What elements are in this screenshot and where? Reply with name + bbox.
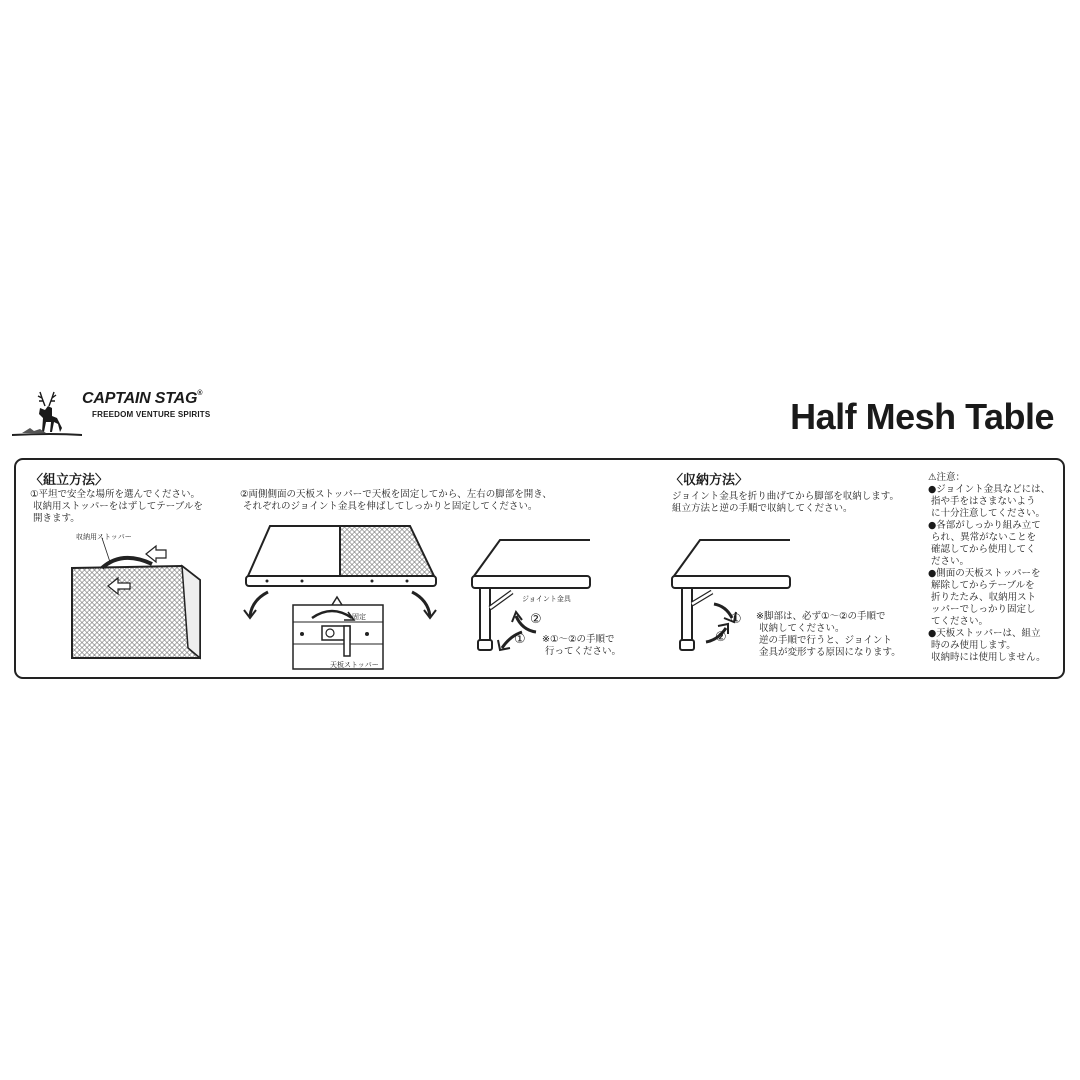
assembly-marker-1: ① [514, 632, 526, 647]
stopper-pointer-icon [331, 596, 343, 606]
left-open-arrow-icon [242, 590, 272, 620]
stag-icon [12, 388, 82, 440]
product-title: Half Mesh Table [790, 396, 1054, 437]
storage-title: 〈収納方法〉 [670, 473, 749, 488]
fix-label: 固定 [352, 613, 366, 621]
assembly-step2-text: ②両側側面の天板ストッパーで天板を固定してから、左右の脚部を開き、 それぞれのジョイント金具を伸ばしてしっかりと固定してください。 [240, 489, 552, 512]
registered-mark: ® [197, 390, 203, 397]
right-open-arrow-icon [408, 590, 438, 620]
caution-item: ●ジョイント金具などには、 指や手をはさまないよう に十分注意してください。 [928, 484, 1051, 519]
storage-marker-1: ① [730, 612, 742, 627]
storage-note: ※脚部は、必ず①〜②の手順で 収納してください。 逆の手順で行うと、ジョイント 金具が変形する原因になります。 [756, 611, 901, 658]
caution-item: ●各部がしっかり組み立て られ、異常がないことを 確認してから使用してく ださい。 [928, 520, 1041, 567]
caution-item: ●側面の天板ストッパーを 解除してからテーブルを 折りたたみ、収納用スト ッパーでしっかり固定し てください。 [928, 568, 1041, 627]
assembly-step1-text: ①平坦で安全な場所を選んでください。 収納用ストッパーをはずしてテーブルを 開きます。 [30, 489, 203, 524]
brand-logo [12, 388, 222, 440]
caution-title: ⚠注意： [928, 472, 966, 483]
folded-table-illustration [62, 540, 212, 660]
top-stopper-label: 天板ストッパー [330, 661, 379, 669]
brand-name [82, 390, 202, 408]
assembly-marker-2: ② [530, 612, 542, 627]
storage-stopper-label: 収納用ストッパー [76, 533, 132, 541]
assembly-title: 〈組立方法〉 [30, 473, 109, 488]
assembly-order-note: ※①〜②の手順で 行ってください。 [542, 634, 622, 657]
storage-marker-2: ② [715, 630, 727, 645]
brand-name-text: CAPTAIN STAG [82, 390, 198, 407]
caution-section [928, 472, 1058, 664]
brand-tagline: FREEDOM VENTURE SPIRITS [92, 410, 211, 419]
caution-item: ●天板ストッパーは、組立 時のみ使用します。 収納時には使用しません。 [928, 628, 1046, 663]
storage-text: ジョイント金具を折り曲げてから脚部を収納します。 組立方法と逆の手順で収納してください。 [672, 491, 900, 514]
joint-fitting-label: ジョイント金具 [522, 595, 571, 603]
